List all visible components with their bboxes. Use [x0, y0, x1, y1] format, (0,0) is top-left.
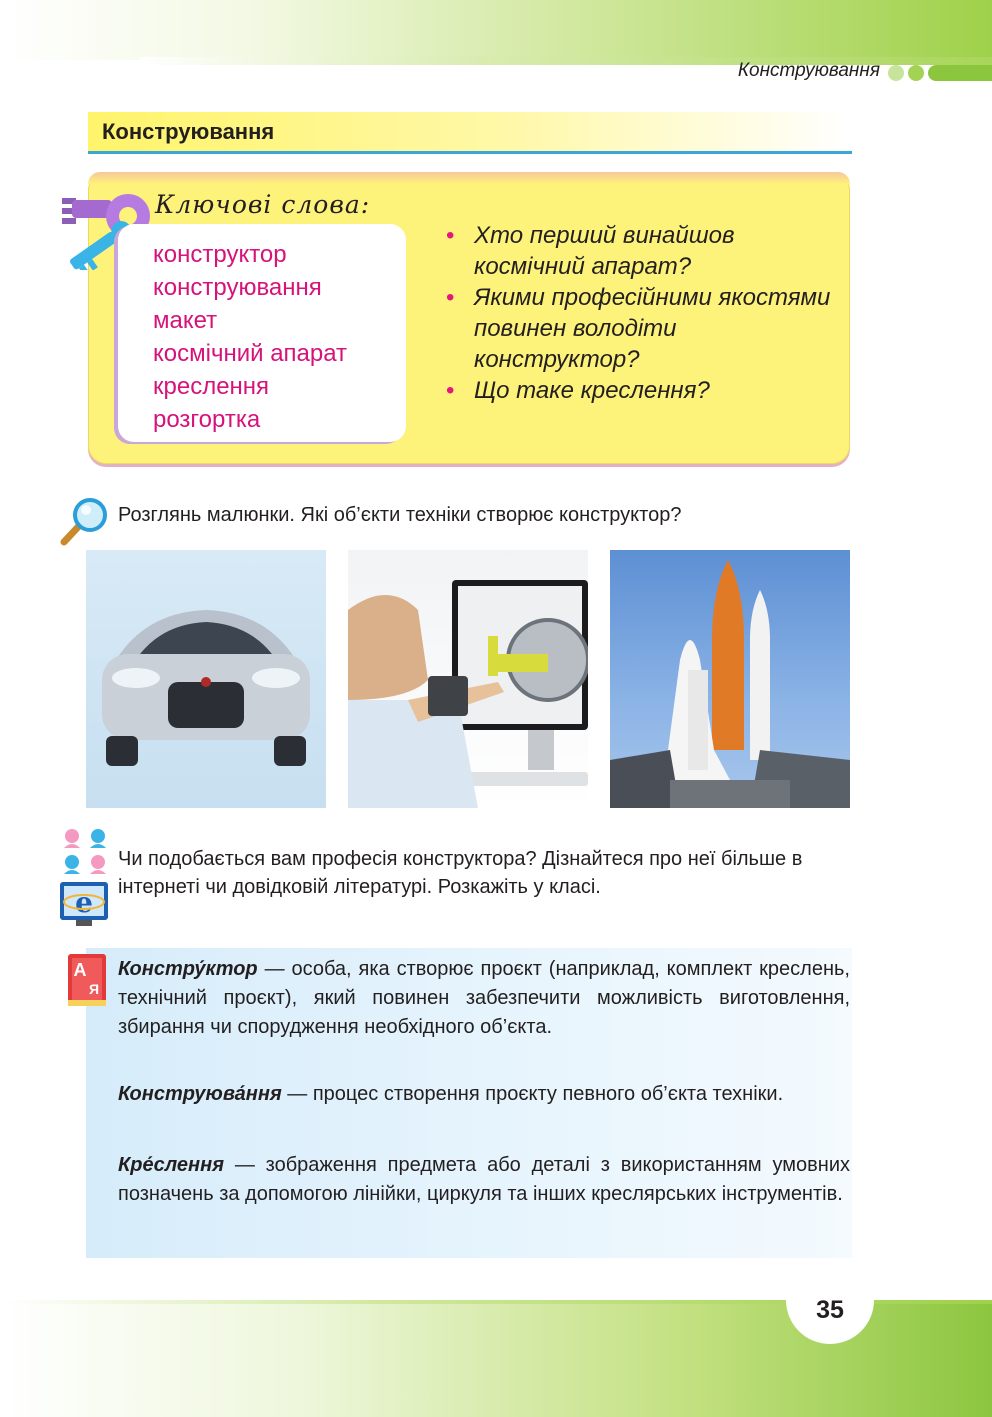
definition-term: Констру́ктор	[118, 958, 258, 980]
definition-construction	[118, 1080, 850, 1109]
header-bar	[928, 65, 992, 81]
space-shuttle-photo	[610, 550, 850, 808]
question-item	[446, 375, 846, 406]
keyword-item: конструювання	[153, 274, 322, 301]
car-photo	[86, 550, 326, 808]
dictionary-letter: Я	[88, 981, 100, 997]
group-discussion-icon	[60, 826, 110, 876]
page-number: 35	[816, 1296, 844, 1324]
keyword-item: креслення	[153, 373, 270, 400]
magnifier-icon	[56, 496, 110, 548]
definition-text: — процес створення проєкту певного об’єкта техніки.	[281, 1083, 784, 1105]
section-heading	[88, 112, 852, 152]
section-title: Конструювання	[102, 119, 275, 144]
internet-explorer-icon	[58, 880, 110, 930]
keywords-box-top	[88, 172, 850, 184]
keywords-list	[153, 238, 347, 436]
bullet: •	[446, 284, 455, 311]
question-text: Що таке креслення?	[474, 377, 710, 404]
bullet: •	[446, 377, 455, 404]
header-dots	[886, 65, 992, 81]
question-text: Якими професійними якостями повинен володіти конструктор?	[474, 284, 831, 373]
header-dot	[908, 65, 924, 81]
discuss-prompt: Чи подобається вам професія конструктора? Дізнайтеся про неї більше в інтернеті чи довідковій літературі. Розкажіть у класі.	[118, 848, 803, 898]
keyword-item: розгортка	[153, 406, 261, 433]
keywords-title: Ключові слова:	[155, 190, 371, 219]
running-title: Конструювання	[737, 60, 880, 81]
designer-cad-photo	[348, 550, 588, 808]
car-illustration	[86, 550, 326, 808]
dictionary-icon	[64, 952, 110, 1008]
definition-text: — зображення предмета або деталі з використанням умовних позначень за допомогою лінійки, циркуля та інших креслярських інструментів.	[118, 1154, 850, 1205]
question-item	[446, 282, 846, 375]
definition-term: Конструюва́ння	[118, 1083, 282, 1105]
dictionary-letter: А	[73, 960, 87, 980]
question-item	[446, 220, 846, 282]
top-decor-band	[0, 0, 992, 60]
definition-drawing	[118, 1151, 850, 1209]
keyword-item: космічний апарат	[153, 340, 348, 367]
observe-prompt: Розглянь малюнки. Які об’єкти техніки створює конструктор?	[118, 504, 682, 526]
svg-text:e: e	[75, 886, 93, 919]
keyword-item: конструктор	[153, 241, 287, 268]
header-dot	[888, 65, 904, 81]
definition-text: — особа, яка створює проєкт (наприклад, комплект креслень, технічний проєкт), який повинен забезпечити можливість виготовлення, збирання чи спорудження необхідного об’єкта.	[118, 958, 850, 1038]
definition-term: Кре́слення	[118, 1154, 224, 1176]
cad-illustration	[348, 550, 588, 808]
definition-constructor	[118, 955, 850, 1042]
keyword-item: макет	[153, 307, 218, 334]
question-text: Хто перший винайшов космічний апарат?	[474, 222, 735, 280]
bullet: •	[446, 222, 455, 249]
questions-list	[446, 220, 846, 406]
section-rule	[88, 151, 852, 154]
shuttle-illustration	[610, 550, 850, 808]
